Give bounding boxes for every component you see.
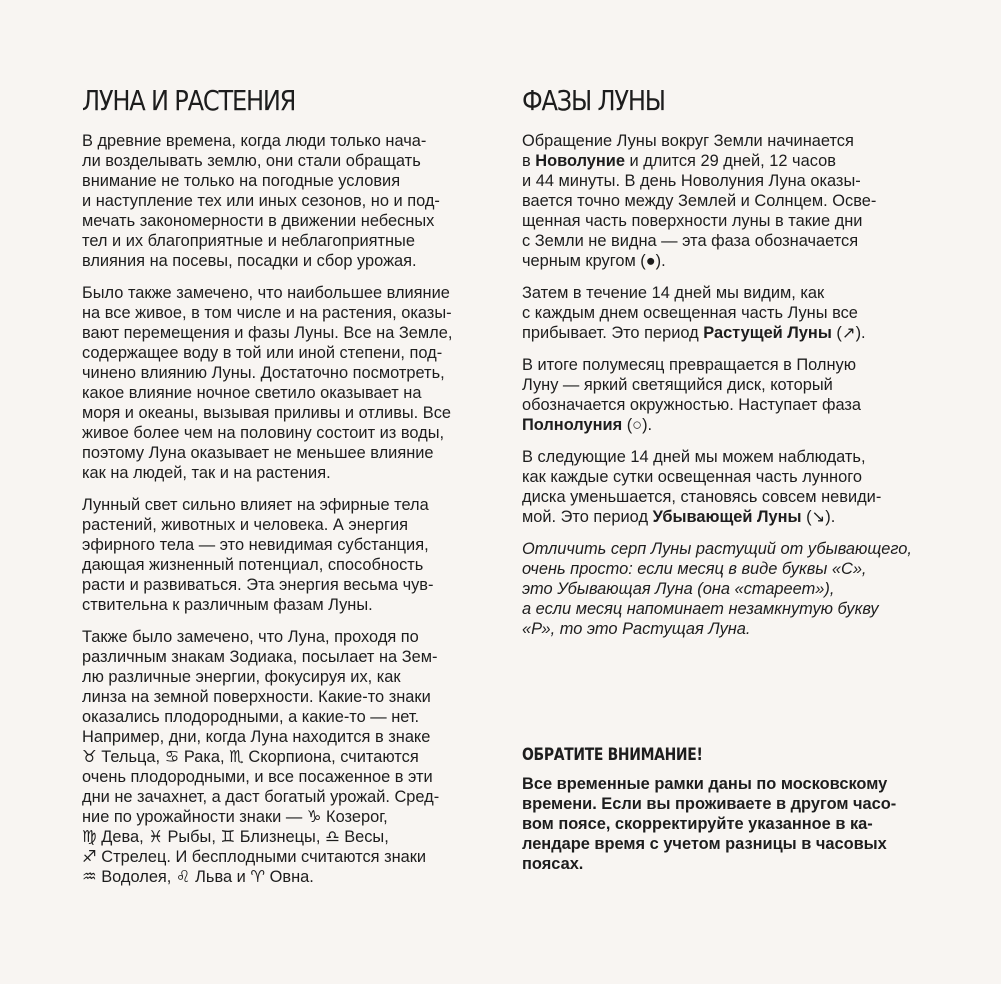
text-line: это Убывающая Луна (она «стареет»),	[522, 580, 835, 598]
section-title-moon-plants: ЛУНА И РАСТЕНИЯ	[82, 84, 296, 117]
text-line: эфирного тела — это невидимая субстанция,	[82, 536, 429, 554]
term-new-moon: Новолуние	[535, 152, 625, 170]
text-line: и наступление тех или иных сезонов, но и под-	[82, 192, 440, 210]
term-full-moon: Полнолуния	[522, 416, 623, 434]
attention-notice	[522, 744, 942, 874]
text-line: с Земли не видна — эта фаза обозначается	[522, 232, 859, 250]
term-waxing-moon: Растущей Луны	[703, 324, 832, 342]
paragraph-full-moon	[522, 355, 922, 435]
text-line: ♉ Тельца, ♋ Рака, ♏ Скорпиона, считаются	[82, 748, 419, 766]
text-line: ствительна к различным фазам Луны.	[82, 596, 373, 614]
text-line: ние по урожайности знаки — ♑ Козерог,	[82, 808, 388, 826]
text-line: В итоге полумесяц превращается в Полную	[522, 356, 857, 374]
text-line: в Новолуние и длится 29 дней, 12 часов	[522, 152, 836, 170]
text-line: внимание не только на погодные условия	[82, 172, 401, 190]
text-line: Например, дни, когда Луна находится в знаке	[82, 728, 431, 746]
paragraph-moon-influence	[82, 283, 482, 483]
text-line: содержащее воду в той или иной степени, под-	[82, 344, 443, 362]
text-line: ♐ Стрелец. И бесплодными считаются знаки	[82, 848, 427, 866]
section-title-moon-phases: ФАЗЫ ЛУНЫ	[522, 84, 665, 117]
text-line: растений, животных и человека. А энергия	[82, 516, 409, 534]
text-line: чинено влиянию Луны. Достаточно посмотреть,	[82, 364, 445, 382]
text-line: лю различные энергии, фокусируя их, как	[82, 668, 401, 686]
text-line: щенная часть поверхности луны в такие дни	[522, 212, 863, 230]
text-line: ♍ Дева, ♓ Рыбы, ♊ Близнецы, ♎ Весы,	[82, 828, 389, 846]
paragraph-zodiac-signs	[82, 627, 482, 887]
text-line: В следующие 14 дней мы можем наблюдать,	[522, 448, 866, 466]
notice-title: ОБРАТИТЕ ВНИМАНИЕ!	[522, 745, 703, 765]
text-line: как на людей, так и на растения.	[82, 464, 331, 482]
text-line: моря и океаны, вызывая приливы и отливы. Все	[82, 404, 452, 422]
text-line: линза на земной поверхности. Какие-то знаки	[82, 688, 431, 706]
text-line: диска уменьшается, становясь совсем невиди-	[522, 488, 882, 506]
text-line: прибывает. Это период Растущей Луны (↗).	[522, 324, 866, 342]
text-line: Луну — яркий светящийся диск, который	[522, 376, 833, 394]
text-line: черным кругом (●).	[522, 252, 666, 270]
text-line: Затем в течение 14 дней мы видим, как	[522, 284, 825, 302]
text-line: как каждые сутки освещенная часть лунного	[522, 468, 862, 486]
text-line: Также было замечено, что Луна, проходя по	[82, 628, 419, 646]
text-line: тел и их благоприятные и неблагоприятные	[82, 232, 415, 250]
text-line: вом поясе, скорректируйте указанное в ка-	[522, 815, 873, 833]
text-line: Полнолуния (○).	[522, 416, 653, 434]
paragraph-moonlight	[82, 495, 482, 615]
text-line: на все живое, в том числе и на растения, оказы-	[82, 304, 452, 322]
text-line: мой. Это период Убывающей Луны (↘).	[522, 508, 836, 526]
text-line: очень просто: если месяц в виде буквы «С»,	[522, 560, 867, 578]
text-line: ♒ Водолея, ♌ Льва и ♈ Овна.	[82, 868, 314, 886]
text-line: Отличить серп Луны растущий от убывающего,	[522, 540, 912, 558]
text-line: дающая жизненный потенциал, способность	[82, 556, 424, 574]
text-line: какое влияние ночное светило оказывает на	[82, 384, 422, 402]
text-line: и 44 минуты. В день Новолуния Луна оказы-	[522, 172, 861, 190]
text-line: расти и развиваться. Эта энергия весьма чув-	[82, 576, 434, 594]
text-line: дни не зачахнет, а даст богатый урожай. Сред-	[82, 788, 440, 806]
text-line: Обращение Луны вокруг Земли начинается	[522, 132, 854, 150]
right-column	[522, 84, 922, 651]
text-line: а если месяц напоминает незамкнутую букву	[522, 600, 879, 618]
text-line: влияния на посевы, посадки и сбор урожая.	[82, 252, 417, 270]
left-column	[82, 84, 482, 899]
notice-text	[522, 774, 942, 874]
text-line: вают перемещения и фазы Луны. Все на Земле,	[82, 324, 453, 342]
text-line: Все временные рамки даны по московскому	[522, 775, 888, 793]
paragraph-waning-moon	[522, 447, 922, 527]
text-line: очень плодородными, и все посаженное в эти	[82, 768, 433, 786]
text-line: поэтому Луна оказывает не меньшее влияние	[82, 444, 434, 462]
paragraph-waxing-moon	[522, 283, 922, 343]
text-line: В древние времена, когда люди только нача-	[82, 132, 427, 150]
term-waning-moon: Убывающей Луны	[652, 508, 802, 526]
text-line: различным знакам Зодиака, посылает на Зем-	[82, 648, 438, 666]
text-line: живое более чем на половину состоит из воды,	[82, 424, 445, 442]
paragraph-ancient-times	[82, 131, 482, 271]
italic-note-crescent	[522, 539, 922, 639]
text-line: времени. Если вы проживаете в другом часо-	[522, 795, 897, 813]
text-line: мечать закономерности в движении небесных	[82, 212, 435, 230]
text-line: оказались плодородными, а какие-то — нет.	[82, 708, 420, 726]
text-line: с каждым днем освещенная часть Луны все	[522, 304, 858, 322]
text-line: вается точно между Землей и Солнцем. Осве-	[522, 192, 877, 210]
text-line: обозначается окружностью. Наступает фаза	[522, 396, 862, 414]
text-line: Было также замечено, что наибольшее влияние	[82, 284, 450, 302]
text-line: ли возделывать землю, они стали обращать	[82, 152, 421, 170]
paragraph-new-moon	[522, 131, 922, 271]
text-line: Лунный свет сильно влияет на эфирные тела	[82, 496, 429, 514]
text-line: лендаре время с учетом разницы в часовых	[522, 835, 887, 853]
text-line: «Р», то это Растущая Луна.	[522, 620, 751, 638]
text-line: поясах.	[522, 855, 584, 873]
